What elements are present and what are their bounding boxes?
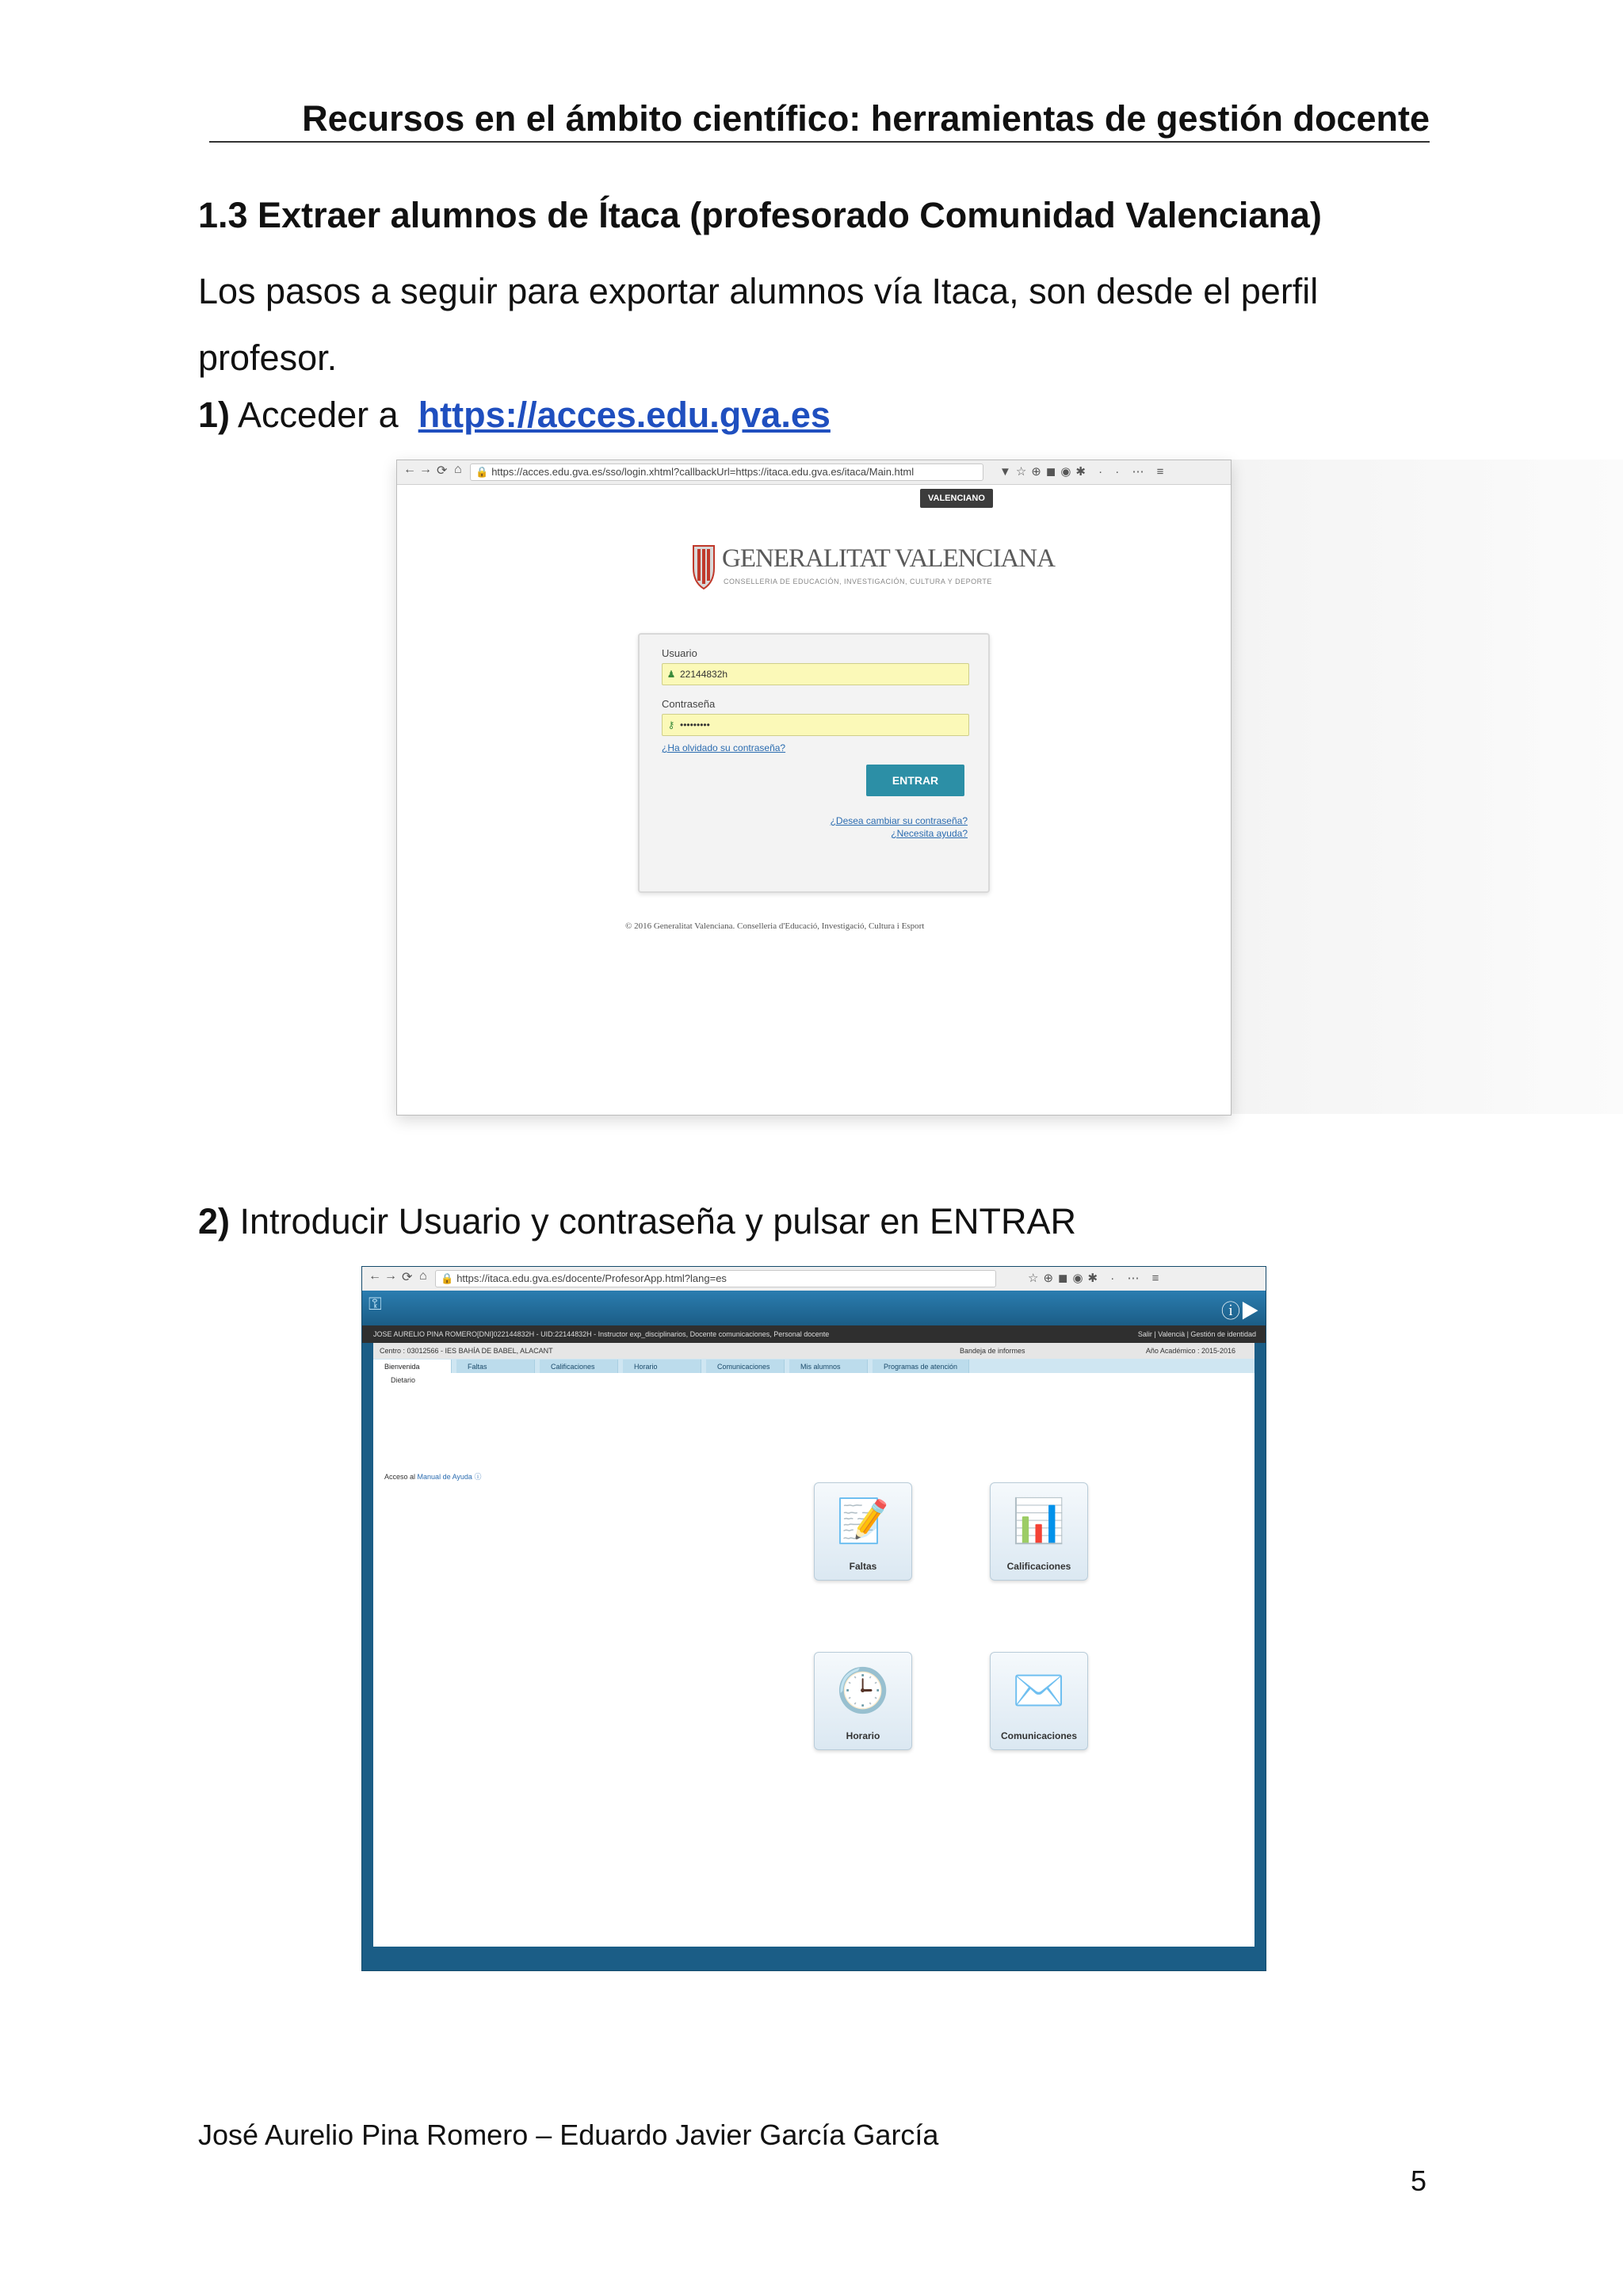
user-bar <box>362 1325 1266 1343</box>
help-link[interactable]: ¿Necesita ayuda? <box>891 828 968 839</box>
address-url: https://acces.edu.gva.es/sso/login.xhtml?callbackUrl=https://itaca.edu.gva.es/itaca/Main.html <box>491 466 915 478</box>
login-form <box>638 633 990 893</box>
tab-horario[interactable]: Horario <box>623 1360 701 1374</box>
tab-bienvenida[interactable]: Bienvenida <box>373 1360 452 1374</box>
tab-bar <box>373 1359 1254 1373</box>
change-password-link[interactable]: ¿Desea cambiar su contraseña? <box>830 815 968 826</box>
home-icon[interactable]: ⌂ <box>454 463 462 476</box>
step-1-text: Acceder a <box>238 395 399 435</box>
tab-programas[interactable]: Programas de atención <box>873 1360 969 1374</box>
address-url-2: https://itaca.edu.gva.es/docente/ProfesorApp.html?lang=es <box>456 1272 727 1284</box>
bar-chart-icon: 📊 <box>1012 1497 1066 1545</box>
app-horario[interactable] <box>814 1652 912 1750</box>
screenshot-login <box>396 460 1232 1116</box>
manual-ayuda-link[interactable]: Manual de Ayuda <box>417 1473 472 1481</box>
password-input[interactable] <box>662 714 969 736</box>
password-value: ••••••••• <box>680 719 710 730</box>
reload-icon[interactable]: ⟳ <box>402 1271 413 1284</box>
tab-faltas[interactable]: Faltas <box>456 1360 535 1374</box>
app-faltas-label: Faltas <box>849 1561 877 1572</box>
app-comunicaciones[interactable] <box>990 1652 1088 1750</box>
section-title: 1.3 Extraer alumnos de Ítaca (profesorado Comunidad Valenciana) <box>198 195 1322 235</box>
centro-bar <box>373 1343 1254 1359</box>
back-icon[interactable]: ← <box>369 1269 381 1283</box>
clock-icon: 🕒 <box>836 1667 890 1714</box>
coat-of-arms-icon <box>690 541 717 592</box>
browser-toolbar-2 <box>362 1267 1266 1291</box>
key-icon: ⚷ <box>667 719 675 730</box>
copyright-text: © 2016 Generalitat Valenciana. Conselleria d'Educació, Investigació, Cultura i Esport <box>625 921 925 931</box>
screenshot-itaca <box>361 1266 1266 1971</box>
app-calificaciones-label: Calificaciones <box>1006 1561 1071 1572</box>
help-icons[interactable]: ⓘ▶ <box>1221 1301 1259 1322</box>
browser-extension-icons-2[interactable]: ☆⊕◼◉✱ · ⋯ ≡ <box>1028 1272 1164 1285</box>
lock-icon: 🔒 <box>441 1272 454 1284</box>
acceso-text: Acceso al <box>384 1473 416 1481</box>
home-icon[interactable]: ⌂ <box>419 1269 427 1283</box>
forgot-password-link[interactable]: ¿Ha olvidado su contraseña? <box>662 742 786 753</box>
tab-mis-alumnos[interactable]: Mis alumnos <box>789 1360 868 1374</box>
itaca-key-icon: ⚿ <box>369 1294 382 1314</box>
usuario-input[interactable] <box>662 663 969 685</box>
step-2-text: Introducir Usuario y contraseña y pulsar en ENTRAR <box>239 1201 1076 1241</box>
app-faltas[interactable] <box>814 1482 912 1581</box>
language-button[interactable]: VALENCIANO <box>920 489 993 508</box>
tab-calificaciones[interactable]: Calificaciones <box>540 1360 618 1374</box>
forward-icon[interactable]: → <box>419 463 432 476</box>
usuario-value: 22144832h <box>680 669 728 680</box>
logo-subtitle: CONSELLERIA DE EDUCACIÓN, INVESTIGACIÓN, CULTURA Y DEPORTE <box>724 578 992 585</box>
generalitat-logo <box>690 540 1055 595</box>
acceso-manual <box>384 1471 481 1482</box>
anio-academico[interactable]: Año Académico : 2015-2016 <box>1145 1347 1235 1355</box>
logo-name: GENERALITAT VALENCIANA <box>722 544 1055 573</box>
entrar-button[interactable]: ENTRAR <box>866 765 964 796</box>
itaca-body <box>373 1373 1254 1947</box>
lock-icon: 🔒 <box>475 466 489 478</box>
step-2-number: 2) <box>198 1201 231 1241</box>
password-label: Contraseña <box>662 698 716 710</box>
address-bar-2[interactable] <box>435 1270 996 1287</box>
info-icon: ⓘ <box>474 1473 482 1481</box>
notepad-pencil-icon: 📝 <box>836 1497 890 1545</box>
centro-name: Centro : 03012566 - IES BAHÍA DE BABEL, ALACANT <box>380 1347 553 1355</box>
step-1 <box>198 395 831 436</box>
envelope-icon: ✉️ <box>1012 1667 1066 1714</box>
reload-icon[interactable]: ⟳ <box>437 464 448 478</box>
document-header-title: Recursos en el ámbito científico: herramientas de gestión docente <box>209 98 1430 143</box>
intro-paragraph: Los pasos a seguir para exportar alumnos vía Itaca, son desde el perfil profesor. <box>198 271 1319 378</box>
app-comunicaciones-label: Comunicaciones <box>1000 1730 1078 1741</box>
user-icon: ♟ <box>666 669 676 680</box>
tab-comunicaciones[interactable]: Comunicaciones <box>706 1360 785 1374</box>
step-2 <box>198 1201 1076 1242</box>
bandeja-informes[interactable]: Bandeja de informes <box>960 1347 1025 1355</box>
usuario-label: Usuario <box>662 647 697 659</box>
dietario-label[interactable]: Dietario <box>391 1376 416 1384</box>
back-icon[interactable]: ← <box>403 463 416 476</box>
browser-toolbar <box>397 460 1231 485</box>
browser-extension-icons[interactable]: ▼☆⊕◼◉✱ · · ⋯ ≡ <box>999 465 1169 479</box>
app-horario-label: Horario <box>846 1730 880 1741</box>
footer-authors: José Aurelio Pina Romero – Eduardo Javier García García <box>198 2119 939 2151</box>
page-number: 5 <box>1411 2164 1427 2197</box>
screenshot-1-background <box>1230 460 1623 1114</box>
step-1-number: 1) <box>198 395 231 435</box>
user-links[interactable]: Salir | Valencià | Gestión de identidad <box>1137 1330 1256 1338</box>
itaca-footer-bar <box>362 1947 1266 1970</box>
user-info: JOSE AURELIO PINA ROMERO[DNI]022144832H - UID:22144832H - Instructor exp_disciplinarios, Docente comunicaciones, Personal docente <box>373 1330 830 1338</box>
forward-icon[interactable]: → <box>384 1269 397 1283</box>
address-bar[interactable] <box>470 463 983 481</box>
acces-link[interactable]: https://acces.edu.gva.es <box>418 395 831 435</box>
itaca-header <box>362 1291 1266 1325</box>
app-calificaciones[interactable] <box>990 1482 1088 1581</box>
